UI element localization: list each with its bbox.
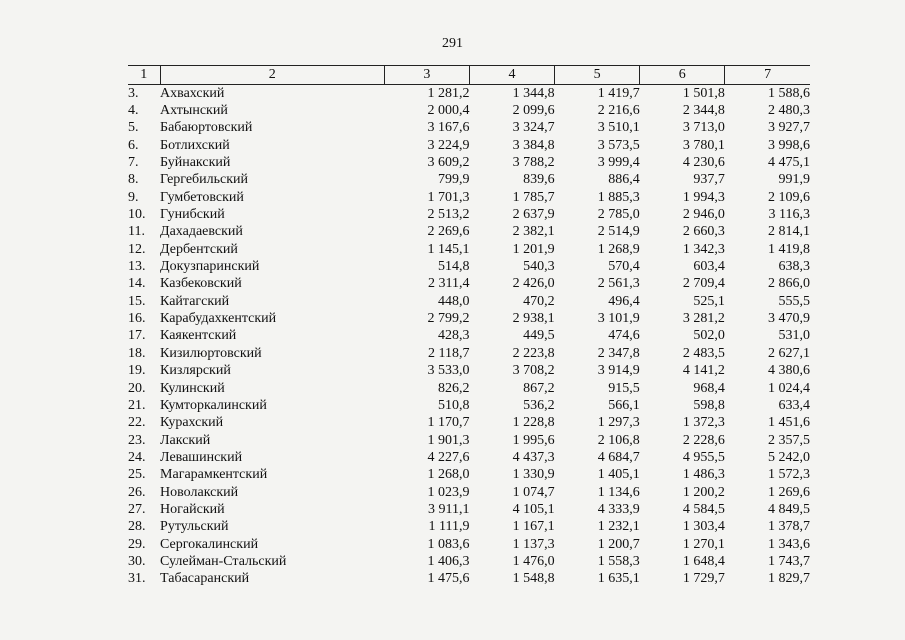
row-number: 31. [128, 571, 146, 587]
table-row [128, 432, 810, 449]
value-cell: 1 451,6 [768, 415, 810, 431]
value-cell: 1 635,1 [597, 571, 640, 587]
column-header: 7 [725, 66, 810, 85]
row-number: 6. [128, 137, 139, 153]
row-number: 27. [128, 501, 146, 517]
value-cell: 2 118,7 [428, 345, 470, 361]
row-number: 9. [128, 189, 139, 205]
value-cell: 3 167,6 [427, 120, 470, 136]
value-cell: 1 137,3 [512, 536, 555, 552]
value-cell: 3 999,4 [597, 155, 640, 171]
value-cell: 2 099,6 [512, 103, 555, 119]
district-name: Магарамкентский [160, 467, 268, 483]
district-name: Казбековский [160, 276, 242, 292]
value-cell: 1 228,8 [512, 415, 555, 431]
district-name: Гунибский [160, 207, 225, 223]
column-header: 2 [160, 66, 384, 85]
district-name: Табасаранский [160, 571, 250, 587]
value-cell: 633,4 [778, 397, 810, 413]
district-name: Дахадаевский [160, 224, 243, 240]
value-cell: 2 000,4 [427, 103, 470, 119]
value-cell: 1 269,6 [768, 484, 810, 500]
value-cell: 2 223,8 [512, 345, 555, 361]
value-cell: 2 866,0 [768, 276, 810, 292]
column-header: 6 [640, 66, 725, 85]
value-cell: 4 684,7 [597, 449, 640, 465]
value-cell: 1 342,3 [682, 241, 725, 257]
value-cell: 1 145,1 [427, 241, 470, 257]
value-cell: 1 648,4 [682, 553, 725, 569]
column-header: 1 [128, 66, 160, 85]
value-cell: 1 270,1 [682, 536, 725, 552]
value-cell: 3 927,7 [768, 120, 810, 136]
row-number: 21. [128, 397, 146, 413]
value-cell: 514,8 [437, 259, 470, 275]
district-name: Каякентский [160, 328, 237, 344]
value-cell: 2 814,1 [768, 224, 810, 240]
column-header: 5 [555, 66, 640, 85]
row-number: 16. [128, 311, 146, 327]
value-cell: 1 548,8 [512, 571, 555, 587]
value-cell: 1 268,9 [597, 241, 640, 257]
value-cell: 4 475,1 [768, 155, 810, 171]
value-cell: 2 357,5 [768, 432, 810, 448]
row-number: 23. [128, 432, 146, 448]
district-name: Дербентский [160, 241, 238, 257]
value-cell: 1 268,0 [427, 467, 470, 483]
district-name: Ногайский [160, 501, 225, 517]
table-row [128, 241, 810, 258]
table-row [128, 484, 810, 501]
value-cell: 1 297,3 [597, 415, 640, 431]
value-cell: 566,1 [608, 397, 640, 413]
value-cell: 1 901,3 [427, 432, 470, 448]
value-cell: 3 780,1 [682, 137, 725, 153]
row-number: 29. [128, 536, 146, 552]
row-number: 25. [128, 467, 146, 483]
value-cell: 937,7 [693, 172, 725, 188]
value-cell: 1 406,3 [427, 553, 470, 569]
value-cell: 3 224,9 [427, 137, 470, 153]
value-cell: 555,5 [778, 293, 810, 309]
table-row [128, 519, 810, 536]
row-number: 13. [128, 259, 146, 275]
value-cell: 4 105,1 [512, 501, 555, 517]
value-cell: 1 475,6 [427, 571, 470, 587]
data-table [128, 65, 810, 588]
district-name: Сергокалинский [160, 536, 259, 552]
value-cell: 1 588,6 [768, 85, 810, 101]
district-name: Ботлихский [160, 137, 230, 153]
table-row [128, 345, 810, 362]
value-cell: 1 281,2 [427, 85, 470, 101]
table-row [128, 154, 810, 171]
value-cell: 4 141,2 [682, 363, 725, 379]
row-number: 22. [128, 415, 146, 431]
value-cell: 3 533,0 [427, 363, 470, 379]
value-cell: 536,2 [523, 397, 555, 413]
column-header: 3 [384, 66, 469, 85]
district-name: Кумторкалинский [160, 397, 267, 413]
row-number: 4. [128, 103, 139, 119]
table-row [128, 397, 810, 414]
value-cell: 3 708,2 [512, 363, 555, 379]
value-cell: 428,3 [437, 328, 470, 344]
row-number: 7. [128, 155, 139, 171]
value-cell: 1 405,1 [597, 467, 640, 483]
value-cell: 3 510,1 [597, 120, 640, 136]
value-cell: 4 333,9 [597, 501, 640, 517]
value-cell: 3 788,2 [512, 155, 555, 171]
value-cell: 603,4 [693, 259, 725, 275]
value-cell: 1 303,4 [682, 519, 725, 535]
value-cell: 3 384,8 [512, 137, 555, 153]
district-name: Гергебильский [160, 172, 249, 188]
value-cell: 1 170,7 [427, 415, 470, 431]
value-cell: 1 111,9 [428, 519, 470, 535]
value-cell: 470,2 [523, 293, 555, 309]
value-cell: 3 281,2 [682, 311, 725, 327]
district-name: Докузпаринский [160, 259, 260, 275]
value-cell: 2 480,3 [768, 103, 810, 119]
row-number: 28. [128, 519, 146, 535]
value-cell: 4 584,5 [682, 501, 725, 517]
value-cell: 496,4 [608, 293, 640, 309]
row-number: 26. [128, 484, 146, 500]
value-cell: 1 558,3 [597, 553, 640, 569]
value-cell: 1 885,3 [597, 189, 640, 205]
value-cell: 1 419,8 [768, 241, 810, 257]
table-row [128, 449, 810, 466]
value-cell: 2 709,4 [682, 276, 725, 292]
value-cell: 1 701,3 [427, 189, 470, 205]
district-name: Гумбетовский [160, 189, 244, 205]
table-row [128, 258, 810, 275]
value-cell: 1 785,7 [512, 189, 555, 205]
column-header: 4 [469, 66, 554, 85]
value-cell: 638,3 [778, 259, 810, 275]
value-cell: 826,2 [437, 380, 470, 396]
value-cell: 3 324,7 [512, 120, 555, 136]
value-cell: 474,6 [608, 328, 640, 344]
row-number: 15. [128, 293, 146, 309]
district-name: Кизлярский [160, 363, 231, 379]
value-cell: 1 372,3 [682, 415, 725, 431]
district-name: Карабудахкентский [160, 311, 277, 327]
row-number: 12. [128, 241, 146, 257]
district-name: Буйнакский [160, 155, 231, 171]
value-cell: 2 637,9 [512, 207, 555, 223]
value-cell: 2 561,3 [597, 276, 640, 292]
value-cell: 540,3 [523, 259, 555, 275]
value-cell: 525,1 [693, 293, 725, 309]
table-row [128, 172, 810, 189]
value-cell: 799,9 [437, 172, 470, 188]
page-number: 291 [442, 36, 463, 51]
value-cell: 3 101,9 [597, 311, 640, 327]
value-cell: 4 380,6 [768, 363, 810, 379]
row-number: 20. [128, 380, 146, 396]
value-cell: 598,8 [693, 397, 725, 413]
value-cell: 915,5 [608, 380, 640, 396]
value-cell: 1 330,9 [512, 467, 555, 483]
value-cell: 3 116,3 [768, 207, 810, 223]
table-row [128, 224, 810, 241]
table-row [128, 553, 810, 570]
district-name: Бабаюртовский [160, 120, 253, 136]
value-cell: 839,6 [523, 172, 555, 188]
value-cell: 1 994,3 [682, 189, 725, 205]
value-cell: 1 378,7 [768, 519, 810, 535]
value-cell: 3 914,9 [597, 363, 640, 379]
value-cell: 4 227,6 [427, 449, 470, 465]
value-cell: 2 513,2 [427, 207, 470, 223]
value-cell: 2 344,8 [682, 103, 725, 119]
value-cell: 3 713,0 [682, 120, 725, 136]
value-cell: 2 785,0 [597, 207, 640, 223]
district-name: Кайтагский [160, 293, 230, 309]
table-row [128, 363, 810, 380]
value-cell: 1 344,8 [512, 85, 555, 101]
table-row [128, 276, 810, 293]
table-row [128, 293, 810, 310]
value-cell: 3 470,9 [768, 311, 810, 327]
value-cell: 2 228,6 [682, 432, 725, 448]
district-name: Рутульский [160, 519, 229, 535]
value-cell: 1 729,7 [682, 571, 725, 587]
value-cell: 2 109,6 [768, 189, 810, 205]
table-row [128, 380, 810, 397]
value-cell: 4 230,6 [682, 155, 725, 171]
value-cell: 1 074,7 [512, 484, 555, 500]
value-cell: 3 998,6 [768, 137, 810, 153]
value-cell: 531,0 [778, 328, 810, 344]
value-cell: 2 660,3 [682, 224, 725, 240]
table-row [128, 85, 810, 103]
value-cell: 3 609,2 [427, 155, 470, 171]
table-row [128, 536, 810, 553]
table-row [128, 137, 810, 154]
value-cell: 448,0 [437, 293, 470, 309]
value-cell: 2 106,8 [597, 432, 640, 448]
value-cell: 2 347,8 [597, 345, 640, 361]
row-number: 14. [128, 276, 146, 292]
value-cell: 2 938,1 [512, 311, 555, 327]
value-cell: 1 232,1 [597, 519, 640, 535]
value-cell: 2 946,0 [682, 207, 725, 223]
value-cell: 4 955,5 [682, 449, 725, 465]
row-number: 10. [128, 207, 146, 223]
value-cell: 1 023,9 [427, 484, 470, 500]
value-cell: 968,4 [693, 380, 725, 396]
row-number: 8. [128, 172, 139, 188]
row-number: 3. [128, 85, 139, 101]
table-row [128, 189, 810, 206]
row-number: 17. [128, 328, 146, 344]
value-cell: 1 134,6 [597, 484, 640, 500]
table-row [128, 310, 810, 327]
district-name: Кизилюртовский [160, 345, 262, 361]
value-cell: 4 437,3 [512, 449, 555, 465]
row-number: 18. [128, 345, 146, 361]
value-cell: 1 829,7 [768, 571, 810, 587]
value-cell: 1 200,7 [597, 536, 640, 552]
value-cell: 449,5 [523, 328, 555, 344]
value-cell: 2 483,5 [682, 345, 725, 361]
value-cell: 510,8 [437, 397, 470, 413]
value-cell: 2 799,2 [427, 311, 470, 327]
value-cell: 2 627,1 [768, 345, 810, 361]
value-cell: 1 476,0 [512, 553, 555, 569]
value-cell: 886,4 [608, 172, 640, 188]
row-number: 11. [128, 224, 145, 240]
value-cell: 1 200,2 [682, 484, 725, 500]
row-number: 19. [128, 363, 146, 379]
value-cell: 4 849,5 [768, 501, 810, 517]
value-cell: 1 083,6 [427, 536, 470, 552]
value-cell: 1 743,7 [768, 553, 810, 569]
district-name: Лакский [160, 432, 211, 448]
table-row [128, 120, 810, 137]
row-number: 24. [128, 449, 146, 465]
value-cell: 3 911,1 [428, 501, 470, 517]
district-name: Курахский [160, 415, 224, 431]
value-cell: 1 024,4 [768, 380, 810, 396]
value-cell: 2 311,4 [428, 276, 470, 292]
table-row [128, 102, 810, 119]
value-cell: 2 382,1 [512, 224, 555, 240]
value-cell: 1 167,1 [512, 519, 555, 535]
value-cell: 1 343,6 [768, 536, 810, 552]
row-number: 5. [128, 120, 139, 136]
table-row [128, 415, 810, 432]
value-cell: 2 426,0 [512, 276, 555, 292]
table-row [128, 501, 810, 518]
value-cell: 1 419,7 [597, 85, 640, 101]
table-row [128, 467, 810, 484]
district-name: Новолакский [160, 484, 239, 500]
value-cell: 1 995,6 [512, 432, 555, 448]
table-body [128, 85, 810, 588]
value-cell: 991,9 [778, 172, 810, 188]
value-cell: 1 572,3 [768, 467, 810, 483]
value-cell: 1 201,9 [512, 241, 555, 257]
value-cell: 2 514,9 [597, 224, 640, 240]
district-name: Ахвахский [160, 85, 225, 101]
value-cell: 867,2 [523, 380, 555, 396]
value-cell: 3 573,5 [597, 137, 640, 153]
value-cell: 1 501,8 [682, 85, 725, 101]
header-row [128, 66, 810, 85]
value-cell: 570,4 [608, 259, 640, 275]
row-number: 30. [128, 553, 146, 569]
value-cell: 2 216,6 [597, 103, 640, 119]
value-cell: 5 242,0 [768, 449, 810, 465]
value-cell: 1 486,3 [682, 467, 725, 483]
table-row [128, 571, 810, 588]
district-name: Сулейман-Стальский [160, 553, 287, 569]
district-name: Кулинский [160, 380, 225, 396]
district-name: Ахтынский [160, 103, 228, 119]
table-row [128, 206, 810, 223]
district-name: Левашинский [160, 449, 243, 465]
table-row [128, 328, 810, 345]
value-cell: 502,0 [693, 328, 725, 344]
value-cell: 2 269,6 [427, 224, 470, 240]
